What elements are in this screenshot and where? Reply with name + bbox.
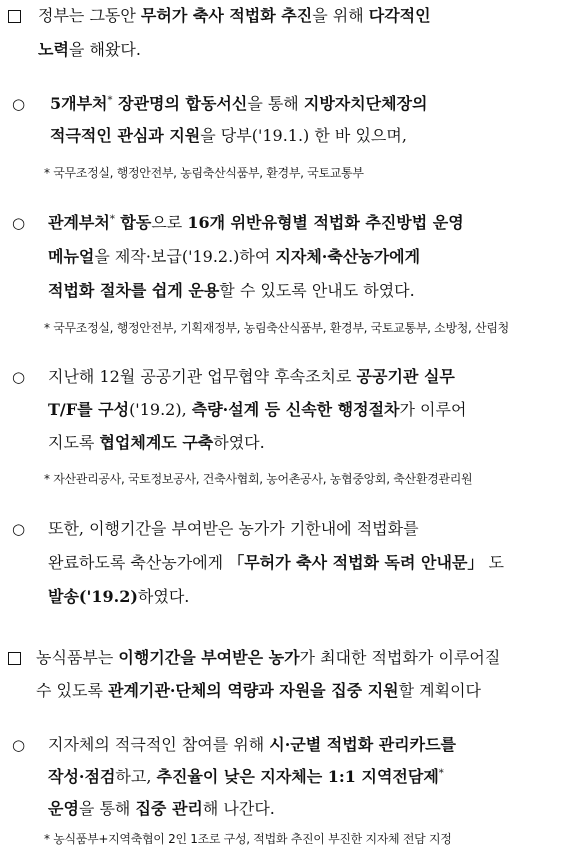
text-bold: 지방자치단체장의 xyxy=(303,94,428,113)
item-2-line-1 xyxy=(48,213,464,233)
square-bullet-icon xyxy=(8,652,21,665)
section-2-line-1 xyxy=(36,648,500,668)
text-bold: 관계부처 xyxy=(48,213,110,232)
text-bold: 적법화 절차를 쉽게 운용 xyxy=(48,281,220,300)
text: 하였다. xyxy=(213,433,265,452)
item-4-line-2 xyxy=(48,553,504,573)
circle-bullet-icon: ○ xyxy=(12,95,26,113)
circle-bullet-icon: ○ xyxy=(12,736,26,754)
text-bold: 이행기간을 부여받은 농가 xyxy=(118,648,300,667)
text-bold: 노력 xyxy=(38,40,69,59)
text: 하고, xyxy=(115,767,157,786)
text: ('19.2), xyxy=(129,400,192,419)
text: 을 통해 xyxy=(247,94,304,113)
text-bold: 작성·점검 xyxy=(48,767,116,786)
square-bullet-icon xyxy=(8,10,21,23)
item-5-line-3 xyxy=(48,799,275,819)
item-2-note: * 국무조정실, 행정안전부, 기획재정부, 농림축산식품부, 환경부, 국토교통부, 소방청, 산림청 xyxy=(44,321,509,335)
text-bold: 발송('19.2) xyxy=(48,587,138,606)
text-bold: 공공기관 실무 xyxy=(356,367,455,386)
text: 지도록 xyxy=(48,433,100,452)
item-2-line-3 xyxy=(48,281,415,301)
item-5-line-2 xyxy=(48,767,444,787)
text-bold: 추진율이 낮은 지자체는 1:1 지역전담제 xyxy=(156,767,439,786)
text-bold: 「무허가 축사 적법화 독려 안내문」 xyxy=(228,553,484,572)
item-3-line-2 xyxy=(48,400,466,420)
text: 으로 xyxy=(151,213,188,232)
item-3-line-1 xyxy=(48,367,455,387)
item-1-line-1 xyxy=(50,94,428,114)
text-bold: 측량·설계 등 신속한 행정절차 xyxy=(191,400,400,419)
text-bold: 메뉴얼 xyxy=(48,247,95,266)
text: 해 나간다. xyxy=(202,799,275,818)
text-bold: 16개 위반유형별 적법화 추진방법 운영 xyxy=(187,213,464,232)
text: 을 통해 xyxy=(78,799,136,818)
circle-bullet-icon: ○ xyxy=(12,214,26,232)
text-bold: T/F를 구성 xyxy=(48,400,130,419)
text: 할 계획이다 xyxy=(398,681,481,700)
section-1-line-1 xyxy=(38,6,431,26)
text: 완료하도록 축산농가에게 xyxy=(48,553,229,572)
footnote-mark: * xyxy=(438,768,444,779)
text: 하였다. xyxy=(137,587,190,606)
item-5-line-1 xyxy=(48,735,456,755)
text: 을 제작·보급('19.2.)하여 xyxy=(94,247,276,266)
item-4-line-3 xyxy=(48,587,189,607)
circle-bullet-icon: ○ xyxy=(12,520,26,538)
item-1-line-2 xyxy=(50,126,407,146)
text-bold: 관계기관·단체의 역량과 자원을 집중 지원 xyxy=(108,681,399,700)
text-bold: 장관명의 xyxy=(112,94,186,113)
text: 정부는 그동안 xyxy=(38,6,141,25)
text: 을 당부('19.1.) 한 바 있으며, xyxy=(200,126,407,145)
text: 가 이루어 xyxy=(399,400,467,419)
text: 지자체의 적극적인 참여를 위해 xyxy=(48,735,270,754)
footnote-mark: * xyxy=(107,95,113,106)
text: 을 해왔다. xyxy=(68,40,141,59)
text-bold: 운영 xyxy=(48,799,79,818)
text-bold: 5개부처 xyxy=(50,94,108,113)
item-1-note: * 국무조정실, 행정안전부, 농림축산식품부, 환경부, 국토교통부 xyxy=(44,166,364,180)
text: 을 위해 xyxy=(312,6,369,25)
item-4-line-1 xyxy=(48,519,419,539)
text-bold: 시·군별 적법화 관리카드를 xyxy=(269,735,457,754)
text-bold: 집중 관리 xyxy=(135,799,203,818)
item-2-line-2 xyxy=(48,247,420,267)
text: 도 xyxy=(483,553,504,572)
text-bold: 다각적인 xyxy=(368,6,431,25)
text: 할 수 있도록 안내도 하였다. xyxy=(219,281,415,300)
text-bold: 합동 xyxy=(114,213,152,232)
section-2-line-2 xyxy=(36,681,481,701)
text: 수 있도록 xyxy=(36,681,108,700)
item-3-line-3 xyxy=(48,433,265,453)
item-5-note: * 농식품부+지역축협이 2인 1조로 구성, 적법화 추진이 부진한 지자체 전담 지정 xyxy=(44,832,452,846)
footnote-mark: * xyxy=(109,214,115,225)
text: 농식품부는 xyxy=(36,648,119,667)
text: 또한, 이행기간을 부여받은 농가가 기한내에 적법화를 xyxy=(48,519,419,538)
text-bold: 지자체·축산농가에게 xyxy=(275,247,421,266)
text: 가 최대한 적법화가 이루어질 xyxy=(299,648,501,667)
text-bold: 협업체계도 구축 xyxy=(99,433,214,452)
text-bold: 합동서신 xyxy=(185,94,248,113)
text-bold: 무허가 축사 적법화 추진 xyxy=(140,6,313,25)
circle-bullet-icon: ○ xyxy=(12,368,26,386)
item-3-note: * 자산관리공사, 국토정보공사, 건축사협회, 농어촌공사, 농협중앙회, 축산환경관리원 xyxy=(44,472,473,486)
section-1-line-2 xyxy=(38,40,141,60)
text-bold: 적극적인 관심과 지원 xyxy=(50,126,201,145)
text: 지난해 12월 공공기관 업무협약 후속조치로 xyxy=(48,367,357,386)
